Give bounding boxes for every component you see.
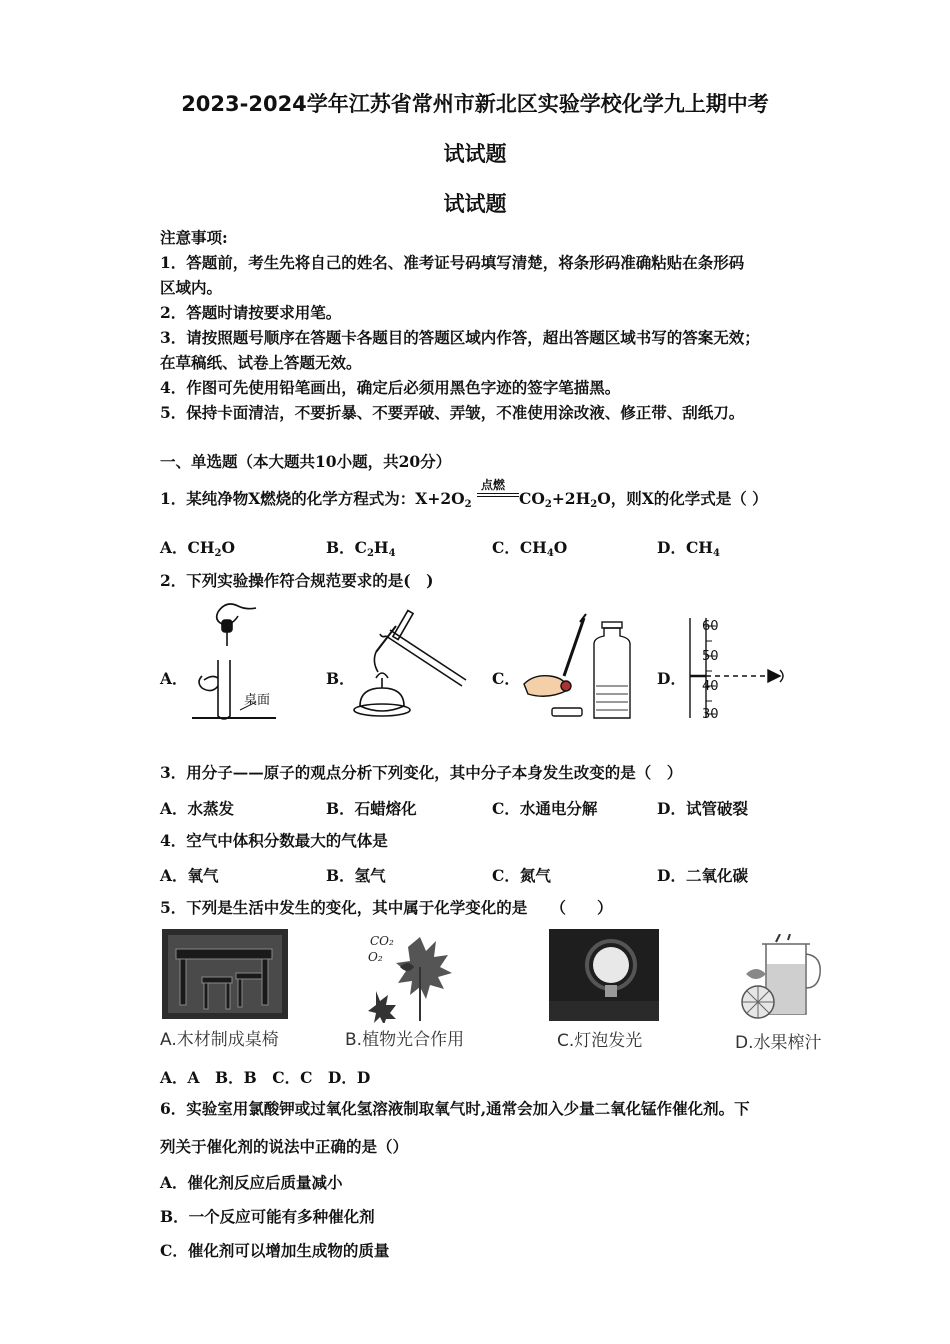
q6-option-c[interactable]: C．催化剂可以增加生成物的质量 xyxy=(160,1241,390,1260)
section-heading: 一、单选题（本大题共10小题，共20分） xyxy=(160,452,452,471)
liquid-bottle-figure xyxy=(518,612,640,724)
desk-chair-photo xyxy=(162,929,288,1019)
q2-label-b[interactable]: B． xyxy=(326,669,355,688)
desk-label: 桌面 xyxy=(244,693,271,708)
dropper-test-tube-figure xyxy=(188,600,288,724)
q1-option-c[interactable]: C．$CH_4O$ xyxy=(492,538,568,559)
gas-label-o2: O₂ xyxy=(368,950,383,964)
fruit-juice-photo xyxy=(736,934,832,1024)
q3-option-c[interactable]: C．水通电分解 xyxy=(492,799,598,818)
exam-title-line3: 试试题 xyxy=(443,192,507,216)
q5-stem: 5．下列是生活中发生的变化，其中属于化学变化的是 （ ） xyxy=(160,898,613,917)
notice-line-6: 4．作图可先使用铅笔画出，确定后必须用黑色字迹的签字笔描黑。 xyxy=(160,378,621,397)
q3-option-b[interactable]: B．石蜡熔化 xyxy=(326,799,417,818)
notice-line-1: 1．答题前，考生先将自己的姓名、准考证号码填写清楚，将条形码准确粘贴在条形码 xyxy=(160,253,745,272)
q1-option-d[interactable]: D．$CH_4$ xyxy=(657,538,720,559)
notice-heading: 注意事项: xyxy=(160,228,228,247)
notice-line-3: 2．答题时请按要求用笔。 xyxy=(160,303,342,322)
photosynthesis-photo xyxy=(360,927,464,1023)
caption-b: B.植物光合作用 xyxy=(345,1030,465,1050)
q6-option-b[interactable]: B．一个反应可能有多种催化剂 xyxy=(160,1207,375,1226)
q1-option-b[interactable]: B．$C_2H_4$ xyxy=(326,538,396,559)
q1-suffix: ，则X的化学式是（ ） xyxy=(610,489,768,508)
exam-title-line1: 2023-2024学年江苏省常州市新北区实验学校化学九上期中考 xyxy=(181,92,769,116)
scale-40: 40 xyxy=(702,679,719,694)
graduated-cylinder-figure xyxy=(684,614,794,722)
q4-option-c[interactable]: C．氮气 xyxy=(492,866,551,885)
q3-stem: 3．用分子——原子的观点分析下列变化，其中分子本身发生改变的是（ ） xyxy=(160,763,683,782)
q5-options[interactable]: A．A B．B C．C D．D xyxy=(160,1068,371,1087)
q4-stem: 4．空气中体积分数最大的气体是 xyxy=(160,831,388,850)
q1-reaction-arrow xyxy=(477,478,519,509)
scale-60: 60 xyxy=(702,619,719,634)
caption-c: C.灯泡发光 xyxy=(557,1031,643,1051)
scale-50: 50 xyxy=(702,649,719,664)
q4-option-a[interactable]: A．氧气 xyxy=(160,866,219,885)
q1-prefix: 1．某纯净物X燃烧的化学方程式为：X+2O xyxy=(160,489,465,508)
caption-a: A.木材制成桌椅 xyxy=(160,1030,279,1050)
q3-option-a[interactable]: A．水蒸发 xyxy=(160,799,235,818)
scale-30: 30 xyxy=(702,707,719,722)
q3-option-d[interactable]: D．试管破裂 xyxy=(657,799,748,818)
q1-condition: 点燃 xyxy=(481,478,506,492)
caption-d: D.水果榨汁 xyxy=(735,1033,822,1053)
q6-stem-line1: 6．实验室用氯酸钾或过氧化氢溶液制取氧气时,通常会加入少量二氧化锰作催化剂。下 xyxy=(160,1099,750,1118)
q6-stem-line2: 列关于催化剂的说法中正确的是（） xyxy=(160,1137,409,1156)
light-bulb-photo xyxy=(549,929,659,1021)
q4-option-d[interactable]: D．二氧化碳 xyxy=(657,866,748,885)
q6-option-a[interactable]: A．催化剂反应后质量减小 xyxy=(160,1173,343,1192)
notice-line-4: 3．请按照题号顺序在答题卡各题目的答题区域内作答，超出答题区域书写的答案无效； xyxy=(160,328,760,347)
q2-label-a[interactable]: A． xyxy=(160,669,188,688)
exam-title-line2: 试试题 xyxy=(443,142,507,166)
notice-line-7: 5．保持卡面清洁，不要折暴、不要弄破、弄皱，不准使用涂改液、修正带、刮纸刀。 xyxy=(160,403,745,422)
q1-option-a[interactable]: A．$CH_2O$ xyxy=(160,538,235,559)
gas-label-co2: CO₂ xyxy=(370,934,394,948)
heating-tube-figure xyxy=(346,606,470,724)
q2-label-c[interactable]: C． xyxy=(492,669,520,688)
notice-line-2: 区域内。 xyxy=(160,278,223,297)
notice-line-5: 在草稿纸、试卷上答题无效。 xyxy=(160,353,362,372)
q1-stem: 1．某纯净物X燃烧的化学方程式为：$X+2O_2$ 点燃 $CO_2+2H_2O$，则X的化学式是（ ） xyxy=(160,489,768,515)
q4-option-b[interactable]: B．氢气 xyxy=(326,866,386,885)
q2-stem: 2．下列实验操作符合规范要求的是( ) xyxy=(160,571,434,590)
q2-label-d[interactable]: D． xyxy=(657,669,686,688)
